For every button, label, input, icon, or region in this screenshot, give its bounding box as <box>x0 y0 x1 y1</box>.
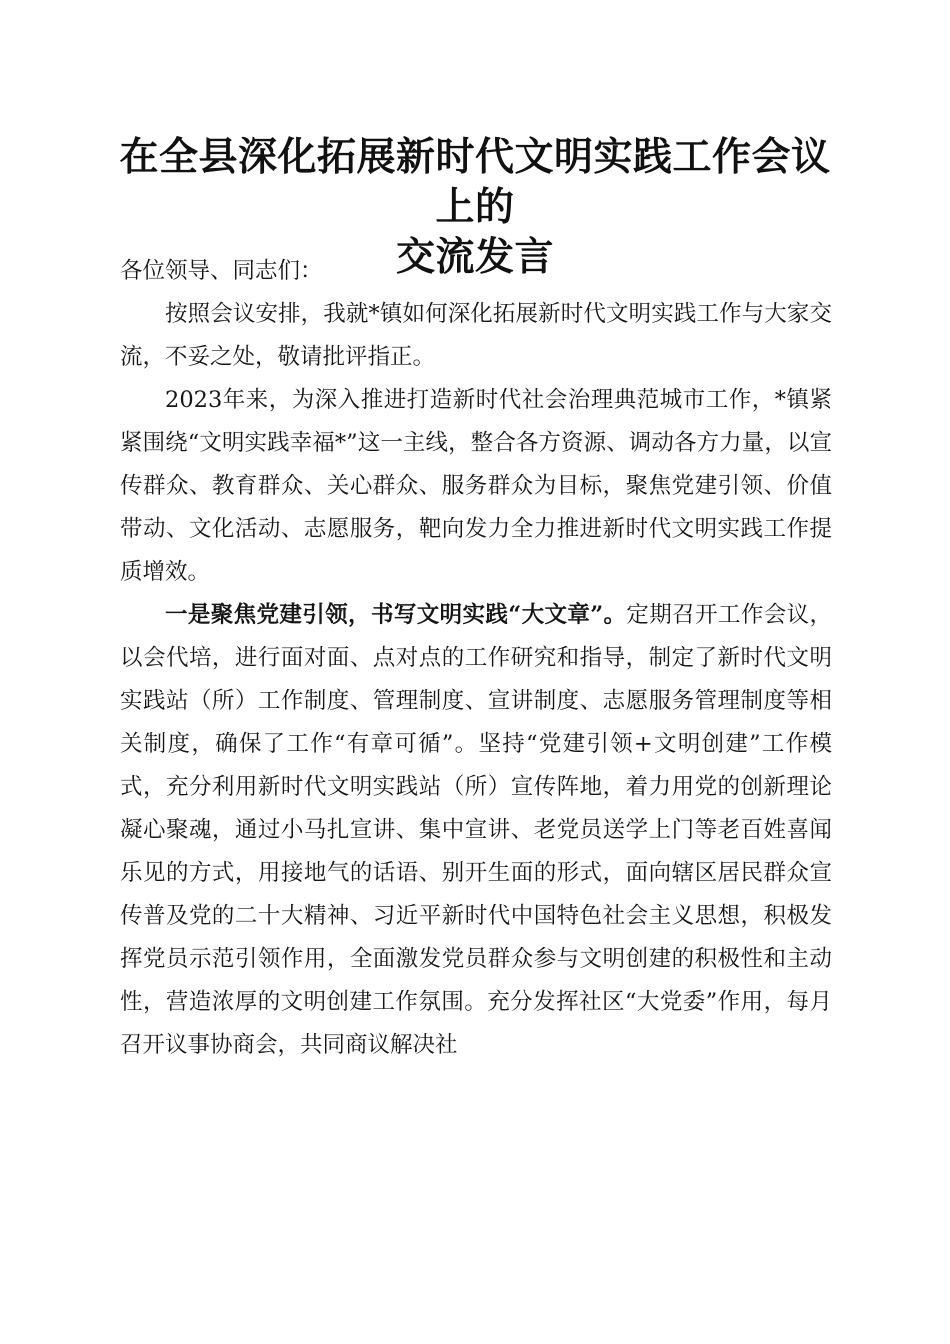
section-1-heading: 一是聚焦党建引领，书写文明实践“大文章”。 <box>165 602 627 628</box>
title-line-1: 在全县深化拓展新时代文明实践工作会议上的 <box>119 134 831 230</box>
title-line-2: 交流发言 <box>395 234 554 280</box>
salutation: 各位领导、同志们： <box>120 258 323 284</box>
paragraph-overview: 2023年来，为深入推进打造新时代社会治理典范城市工作，*镇紧紧围绕“文明实践幸福*”这一主线，整合各方资源、调动各方力量，以宣传群众、教育群众、关心群众、服务群众为目标，聚焦党建引领、价值带动、文化活动、志愿服务，靶向发力全力推进新时代文明实践工作提质增效。 <box>120 387 832 585</box>
section-1-text: 定期召开工作会议，以会代培，进行面对面、点对点的工作研究和指导，制定了新时代文明实践站（所）工作制度、管理制度、宣讲制度、志愿服务管理制度等相关制度，确保了工作“有章可循”。坚持“党建引领+文明创建”工作模式，充分利用新时代文明实践站（所）宣传阵地，着力用党的创新理论凝心聚魂，通过小马扎宣讲、集中宣讲、老党员送学上门等老百姓喜闻乐见的方式，用接地气的话语、别开生面的形式，面向辖区居民群众宣传普及党的二十大精神、习近平新时代中国特色社会主义思想，积极发挥党员示范引领作用，全面激发党员群众参与文明创建的积极性和主动性，营造浓厚的文明创建工作氛围。充分发挥社区“大党委”作用，每月召开议事协商会，共同商议解决社 <box>120 602 832 1058</box>
paragraph-section-1 <box>120 594 832 1067</box>
paragraph-intro: 按照会议安排，我就*镇如何深化拓展新时代文明实践工作与大家交流，不妥之处，敬请批评指正。 <box>120 301 832 370</box>
document-body <box>120 250 832 1067</box>
